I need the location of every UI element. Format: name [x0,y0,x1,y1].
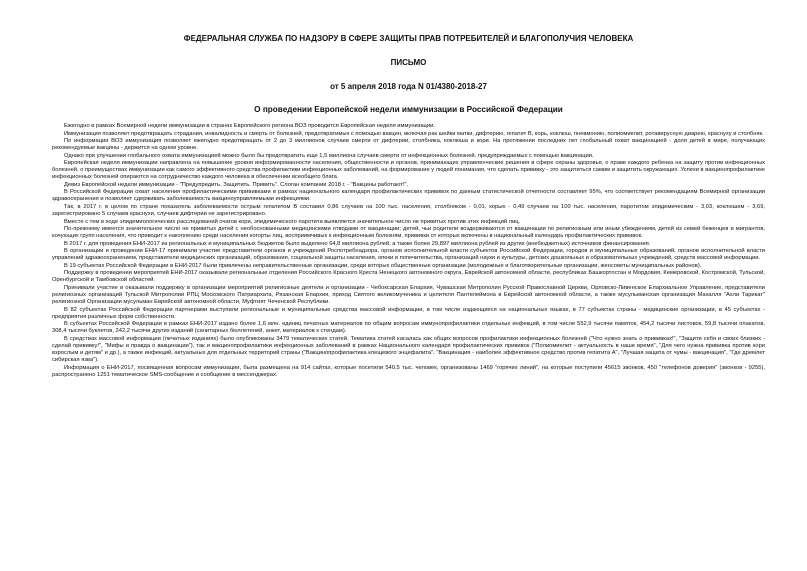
paragraph: В средствах массовой информации (печатных изданиях) было опубликованы 3479 тематических статей. Тематика статей касалась как общих вопросов профилактики инфекционных болезней ("Что нужно знать о прививках!", "Защити себя и своих близких - сделай прививку!", "Мифы и правда о вакцинации"), так и вакцинопрофилактики инфекционных заболеваний в рамках Национального календаря профилактических прививок ("Полиомиелит - актуальность в наше время", "Для чего нужна прививка против кори взрослым и детям" и др.), а также инфекций, актуальных для отдельных территорий страны ("Вакцинопрофилактика клещевого энцефалита", "Вакцинация - наиболее эффективное средство против гепатита А", "Лучшая защита от чумы - вакцинация", "Где дремлет сибирская язва"). [52,335,765,363]
paragraph: В 82 субъектах Российской Федерации партнерами выступили региональные и муниципальные средства массовой информации, в том числе издающиеся на национальных языках, в 77 субъектах страны - медицинские организации, в 45 субъектах - предприятия различных форм собственности. [52,306,765,320]
paragraph: По информации ВОЗ иммунизация позволяет ежегодно предотвращать от 2 до 3 миллионов случаев смерти от дифтерии, столбняка, коклюша и кори. На протяжении последних лет глобальный охват вакцинацией - доля детей в мире, получающих рекомендуемые вакцины - держится на одном уровне. [52,138,765,152]
paragraph: В 19 субъектах Российской Федерации в ЕНИ-2017 были привлечены неправительственные организации, среди которых общественные организации (молодежные и благотворительные организации, женсоветы муниципальных районов). [64,262,702,269]
paragraph: Вместе с тем в ходе эпидемиологических расследований очагов кори, эпидемического паротита выявляется значительное число не привитых против этих инфекций лиц. [64,218,521,225]
document-type: ПИСЬМО [390,58,427,67]
paragraph: В 2017 г. для проведения ЕНИ-2017 из региональных и муниципальных бюджетов было выделено 64,8 миллиона рублей, а также более 29,897 миллиона рублей из других (внебюджетных) источников финансирования. [64,240,651,247]
paragraph: Европейская неделя иммунизации направлена на повышение уровня информированности населения, общественности и органов, принимающих управленческие решения в сфере охраны здоровья, о праве каждого ребенка на защиту против инфекционных болезней, о преимуществах иммунизации как самого эффективного средства профилактики инфекционных заболеваний, на формирование у людей понимания, что сделать прививку - это защититься самим и защитить окружающих. Успехи в вакцинопрофилактике инфекционных болезней опираются на сотрудничество каждого человека в обеспечении всеобщего блага. [52,160,765,181]
paragraph: По-прежнему имеется значительное число не привитых детей с необоснованными медицинскими отводами от вакцинации; детей, чьи родители воздерживаются от вакцинации по религиозным или иным убеждениям, детей из семей беженцев и мигрантов, кочующих групп населения, что приводит к накоплению среди населения когорты лиц, восприимчивых к инфекционным болезням, прививки от которых включены в национальный календарь профилактических прививок. [52,226,765,240]
paragraph: Принимали участие и оказывали поддержку в организации мероприятий религиозные деятели и организации - Чебоксарская Епархия, Чувашская Митрополия Русской Православной Церкви, Орловско-Ливенское Епархиальное Управление, представители религиозных организаций Тульской Митрополии РПЦ Московского Патриархата, Рязанская Епархия, приход Святого великомученика и целителя Пантелеймона в Еврейской автономной области, а также мусульманская организация Махалля "Ахли Тарикат" религиозной Организации мусульман Еврейской автономной области, Муфтият Чеченской Республики. [52,285,765,306]
paragraph: Информация о ЕНИ-2017, посвященная вопросам иммунизации, была размещена на 914 сайтах, которые посетили 540,5 тыс. человек, организованы 1469 "горячих линий", на которые поступили 45615 звонков, 450 "телефонов доверия" (звонков - 9255), распространено 1251 тематическое SMS-сообщение и сообщение в мессенджерах. [52,364,765,378]
agency-name: ФЕДЕРАЛЬНАЯ СЛУЖБА ПО НАДЗОРУ В СФЕРЕ ЗАЩИТЫ ПРАВ ПОТРЕБИТЕЛЕЙ И БЛАГОПОЛУЧИЯ ЧЕЛОВЕКА [183,34,634,43]
paragraph: В субъектах Российской Федерации в рамках ЕНИ-2017 издано более 1,6 млн. единиц печатных материалов по общим вопросам иммунопрофилактики отдельных инфекций, в том числе 552,9 тысячи памяток, 454,2 тысячи листовок, 59,8 тысячи плакатов, 308,4 тысячи буклетов, 242,2 тысячи других изданий (санитарных бюллетеней, анкет, материалов к стендам). [52,321,765,335]
paragraph: Поддержку в проведении мероприятий ЕНИ-2017 оказывали региональные отделения Российского Красного Креста Ненецкого автономного округа, Еврейской автономной области, республиках Башкортостан и Мордовия, Кемеровской, Костромской, Тульской, Оренбургской и Тамбовской областей. [52,270,765,284]
paragraph: Ежегодно в рамках Всемирной недели иммунизации в странах Европейского региона ВОЗ проводится Европейская неделя иммунизации. [64,123,435,129]
document-date-number: от 5 апреля 2018 года N 01/4380-2018-27 [330,82,487,91]
paragraph: Так, в 2017 г. в целом по стране показатель заболеваемости острым гепатитом B составил 0,86 случаев на 100 тыс. населения, столбняком - 0,01, корью - 0,49 случаев на 100 тыс. населения, паротитом эпидемическим - 3,03, коклюшем - 3,69, зарегистрировано 5 случаев краснухи, случаев дифтерии не зарегистрировано. [52,204,765,218]
document-body [52,123,765,379]
paragraph: Однако при улучшении глобального охвата иммунизацией можно было бы предотвратить еще 1,5 миллиона случаев смерти от инфекционных болезней, предупреждаемых с помощью вакцинации. [64,152,594,159]
paragraph: В организации и проведении ЕНИ-17 принимали участие представители органов и учреждений Роспотребнадзора, органов исполнительной власти субъектов Российской Федерации, городов и муниципальных образований, органов исполнительной власти управлений здравоохранением, представители медицинских организаций, образования, социальной защиты населения, опеки и попечительства, организаций науки и культуры, детских дошкольных и образовательных учреждений, средств массовой информации. [52,248,765,262]
paragraph: Девиз Европейской недели иммунизации - "Предупредить. Защитить. Привить". Слоган компании 2018 г. - "Вакцины работают!". [64,181,409,188]
document-subject: О проведении Европейской недели иммунизации в Российской Федерации [254,105,563,114]
paragraph: В Российской Федерации охват населения профилактическими прививками в рамках национального календаря профилактических прививок по данным статистической отчетности составляет 95%, что соответствует рекомендациям Всемирной организации здравоохранения и позволяет сдерживать заболеваемость вакциноуправляемыми инфекциями. [52,189,765,203]
paragraph: Иммунизация позволяет предотвращать страдания, инвалидность и смерть от болезней, предотвратимых с помощью вакцин, включая рак шейки матки, дифтерию, гепатит B, корь, коклюш, пневмонию, полиомиелит, ротавирусную диарею, краснуху и столбняк. [64,130,764,137]
